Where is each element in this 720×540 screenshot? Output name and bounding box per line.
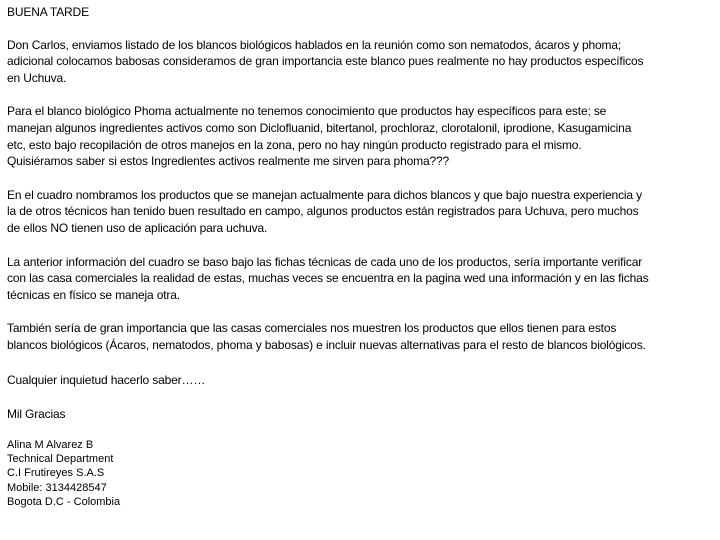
text-line: etc, esto bajo recopilación de otros manejos en la zona, pero no hay ningún producto registrado para el mismo.	[7, 137, 582, 152]
text-line: técnicas en físico se maneja otra.	[7, 287, 180, 302]
signature-company: C.I Frutireyes S.A.S	[7, 467, 105, 480]
text-line: manejan algunos ingredientes activos como son Diclofluanid, bitertanol, prochloraz, clorotalonil, iprodione, Kasugamicina	[7, 120, 632, 135]
text-line: con las casa comerciales la realidad de estas, muchas veces se encuentra en la pagina wed una información y en las fichas	[7, 271, 649, 286]
text-line: la de otros técnicos han tenido buen resultado en campo, algunos productos están registrados para Uchuva, pero muchos	[7, 204, 639, 219]
signature-location: Bogota D.C - Colombia	[7, 495, 121, 508]
paragraph-blancos	[7, 37, 715, 87]
text-line: blancos biológicos (Ácaros, nematodos, phoma y babosas) e incluir nuevas alternativas para el resto de blancos biológicos.	[7, 337, 646, 352]
text-line: adicional colocamos babosas consideramos de gran importancia este blanco pues realmente no hay productos específicos	[7, 54, 644, 69]
signature-block	[7, 438, 715, 509]
text-line: La anterior información del cuadro se baso bajo las fichas técnicas de cada uno de los productos, sería importante verificar	[7, 254, 643, 269]
text-line: Don Carlos, enviamos listado de los blancos biológicos hablados en la reunión como son nematodos, ácaros y phoma;	[7, 37, 622, 52]
text-line: Para el blanco biológico Phoma actualmente no tenemos conocimiento que productos hay específicos para este; se	[7, 104, 607, 119]
text-line: Quisiéramos saber si estos Ingredientes activos realmente me sirven para phoma???	[7, 154, 450, 169]
signature-department: Technical Department	[7, 452, 114, 465]
greeting: BUENA TARDE	[7, 5, 89, 19]
text-line: de ellos NO tienen uso de aplicación para uchuva.	[7, 220, 268, 235]
paragraph-casas	[7, 320, 715, 353]
paragraph-phoma	[7, 103, 715, 169]
signature-name: Alina M Alvarez B	[7, 438, 94, 451]
paragraph-cuadro	[7, 187, 715, 237]
email-body	[7, 4, 715, 509]
text-line: En el cuadro nombramos los productos que se manejan actualmente para dichos blancos y que bajo nuestra experiencia y	[7, 187, 642, 202]
thanks-line: Mil Gracias	[7, 407, 66, 422]
text-line: en Uchuva.	[7, 70, 67, 85]
signature-mobile: Mobile: 3134428547	[7, 481, 107, 494]
paragraph-fichas	[7, 254, 715, 304]
text-line: También sería de gran importancia que las casas comerciales nos muestren los productos que ellos tienen para estos	[7, 321, 617, 336]
closing-line: Cualquier inquietud hacerlo saber……	[7, 372, 206, 387]
